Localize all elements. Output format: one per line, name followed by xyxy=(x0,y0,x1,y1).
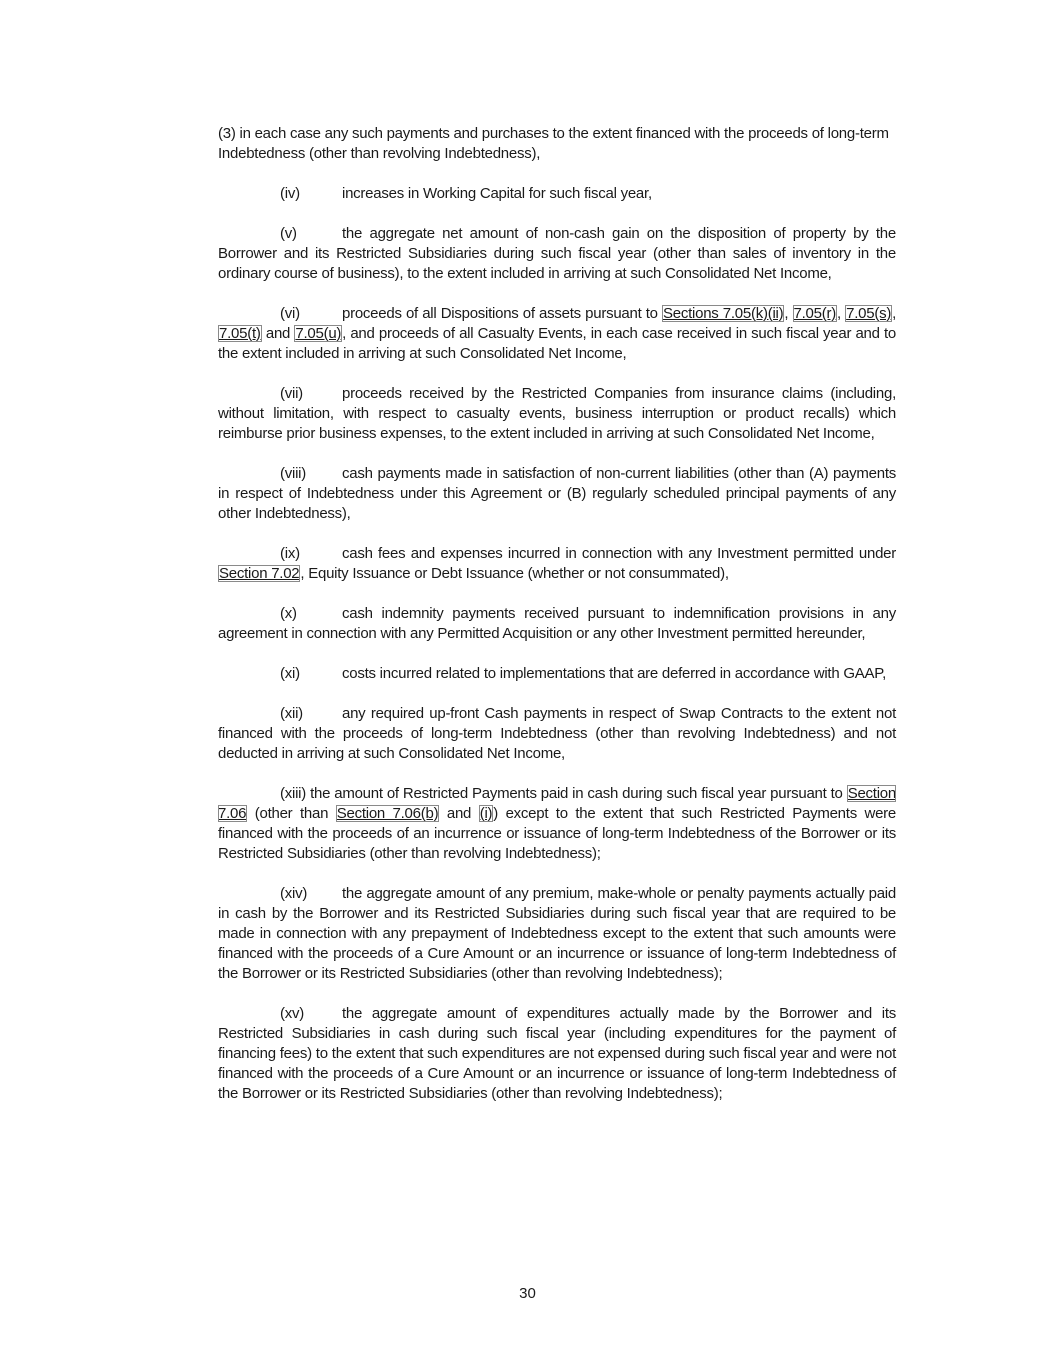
document-page xyxy=(218,124,896,1124)
clause-number: (v) xyxy=(280,225,297,242)
clause-xi xyxy=(218,664,896,684)
clause-text: proceeds received by the Restricted Companies from insurance claims (including, without limitation, with respect to casualty events, business interruption or product recalls) which reimburse prior business expenses, to the extent included in arriving at such Consolidated Net Income, xyxy=(218,385,896,442)
clause-text: cash payments made in satisfaction of non-current liabilities (other than (A) payments in respect of Indebtedness under this Agreement or (B) regularly scheduled principal payments of any other Indebtedness), xyxy=(218,465,896,522)
link-7-05-u[interactable]: 7.05(u) xyxy=(295,325,342,342)
link-7-05-r[interactable]: 7.05(r) xyxy=(793,305,836,322)
separator: and xyxy=(261,325,295,342)
separator: , xyxy=(836,305,846,322)
clause-number: (iv) xyxy=(280,185,300,202)
clause-number: (xv) xyxy=(280,1005,304,1022)
clause-viii xyxy=(218,464,896,524)
clause-xii xyxy=(218,704,896,764)
paragraph-continuation: (3) in each case any such payments and purchases to the extent financed with the proceeds of long-term Indebtedness (other than revolving Indebtedness), xyxy=(218,125,889,162)
link-section-7-06-b[interactable]: Section 7.06(b) xyxy=(336,805,439,822)
clause-vi xyxy=(218,304,896,364)
clause-number: (vi) xyxy=(280,305,300,322)
clause-x xyxy=(218,604,896,644)
clause-number: (ix) xyxy=(280,545,300,562)
clause-number: (xi) xyxy=(280,665,300,682)
clause-number: (xii) xyxy=(280,705,303,722)
clause-text: , Equity Issuance or Debt Issuance (whether or not consummated), xyxy=(300,565,729,582)
clause-iv xyxy=(218,184,896,204)
clause-text: costs incurred related to implementations that are deferred in accordance with GAAP, xyxy=(342,665,887,682)
link-clause-i[interactable]: (i) xyxy=(479,805,493,822)
clause-text: cash fees and expenses incurred in connection with any Investment permitted under xyxy=(342,545,896,562)
clause-number: (vii) xyxy=(280,385,303,402)
clause-text: and xyxy=(439,805,479,822)
page-number: 30 xyxy=(519,1285,536,1302)
clause-text: the aggregate amount of expenditures actually made by the Borrower and its Restricted Subsidiaries in cash during such fiscal year (including expenditures for the payment of financing fees) to the extent that such expenditures are not expensed during such fiscal year and were not financed with the proceeds of a Cure Amount or an incurrence or issuance of long-term Indebtedness of the Borrower or its Restricted Subsidiaries (other than revolving Indebtedness); xyxy=(218,1005,896,1102)
clause-text: cash indemnity payments received pursuant to indemnification provisions in any agreement in connection with any Permitted Acquisition or any other Investment permitted hereunder, xyxy=(218,605,896,642)
link-7-05-t[interactable]: 7.05(t) xyxy=(219,325,261,342)
clause-text: ) except to the extent that such Restricted Payments were financed with the proceeds of an incurrence or issuance of long-term Indebtedness of the Borrower or its Restricted Subsidiaries (other than revolving Indebtedness); xyxy=(218,805,896,862)
clause-text: , and proceeds of all Casualty Events, in each case received in such fiscal year and to the extent included in arriving at such Consolidated Net Income, xyxy=(218,325,896,362)
clause-xv xyxy=(218,1004,896,1104)
clause-number: (xiii) xyxy=(280,785,306,802)
link-section-7-06[interactable]: Section 7.06 xyxy=(218,785,896,822)
separator: , xyxy=(892,305,896,322)
clause-ix xyxy=(218,544,896,584)
clause-number: (x) xyxy=(280,605,297,622)
clause-text: increases in Working Capital for such fiscal year, xyxy=(342,185,652,202)
clause-number: (viii) xyxy=(280,465,306,482)
link-section-7-02[interactable]: Section 7.02 xyxy=(219,565,300,582)
clause-number: (xiv) xyxy=(280,885,308,902)
clause-vii xyxy=(218,384,896,444)
clause-text: (other than xyxy=(247,805,336,822)
clause-xiv xyxy=(218,884,896,984)
clause-text: any required up-front Cash payments in respect of Swap Contracts to the extent not financed with the proceeds of long-term Indebtedness (other than revolving Indebtedness) and not deducted in arriving at such Consolidated Net Income, xyxy=(218,705,896,762)
clause-v xyxy=(218,224,896,284)
link-7-05-s[interactable]: 7.05(s) xyxy=(846,305,892,322)
clause-text: proceeds of all Dispositions of assets pursuant to xyxy=(342,305,662,322)
clause-text: the aggregate net amount of non-cash gain on the disposition of property by the Borrower and its Restricted Subsidiaries during such fiscal year (other than sales of inventory in the ordinary course of business), to the extent included in arriving at such Consolidated Net Income, xyxy=(218,225,896,282)
clause-text: the amount of Restricted Payments paid in cash during such fiscal year pursuant to xyxy=(306,785,847,802)
link-sections-7-05-k-ii[interactable]: Sections 7.05(k)(ii) xyxy=(663,305,784,322)
separator: , xyxy=(784,305,793,322)
clause-text: the aggregate amount of any premium, make-whole or penalty payments actually paid in cash by the Borrower and its Restricted Subsidiaries during such fiscal year that are required to be made in connection with any prepayment of Indebtedness except to the extent that such amounts were financed with the proceeds of a Cure Amount or an incurrence or issuance of long-term Indebtedness of the Borrower or its Restricted Subsidiaries (other than revolving Indebtedness); xyxy=(218,885,896,982)
clause-xiii xyxy=(218,784,896,864)
